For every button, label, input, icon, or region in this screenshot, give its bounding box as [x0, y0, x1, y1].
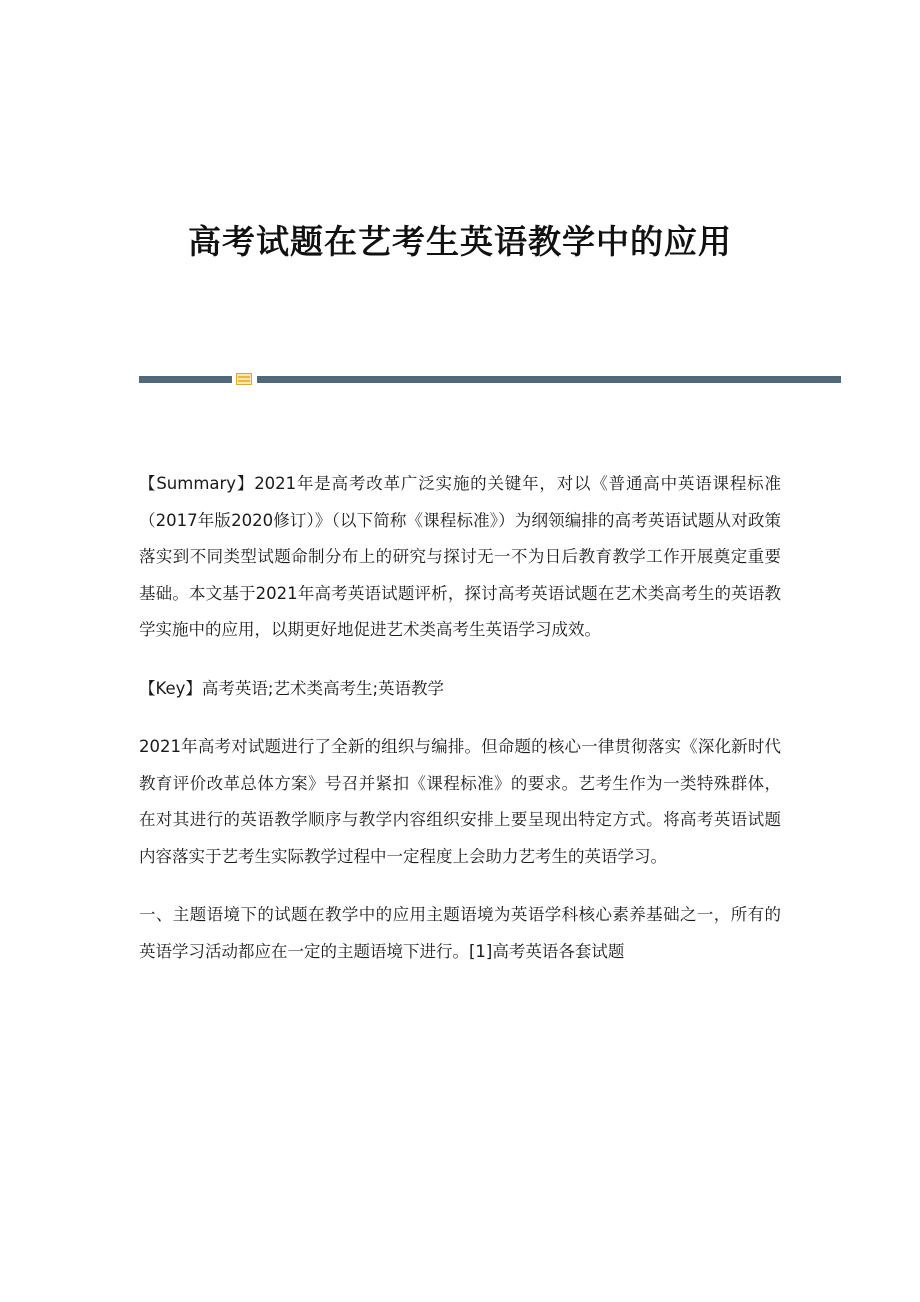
- keywords-line: [139, 671, 781, 708]
- body-paragraph-2: 一、主题语境下的试题在教学中的应用主题语境为英语学科核心素养基础之一，所有的英语学习活动都应在一定的主题语境下进行。[1]高考英语各套试题: [139, 905, 781, 961]
- divider-right-bar: [257, 376, 841, 383]
- title-divider: [139, 373, 841, 385]
- document-title: 高考试题在艺考生英语教学中的应用: [188, 222, 732, 261]
- divider-left-bar: [139, 376, 232, 383]
- article-body: [139, 466, 781, 970]
- summary-label: 【Summary】: [139, 474, 255, 493]
- key-text: 高考英语;艺术类高考生;英语教学: [201, 678, 445, 698]
- summary-paragraph: [139, 466, 781, 649]
- document-emblem-icon: [236, 373, 252, 385]
- key-label: 【Key】: [139, 678, 202, 698]
- summary-text: 2021年是高考改革广泛实施的关键年，对以《普通高中英语课程标准（2017年版2020修订）》（以下简称《课程标准》）为纲领编排的高考英语试题从对政策落实到不同类型试题命制分布上的研究与探讨无一不为日后教育教学工作开展奠定重要基础。本文基于2021年高考英语试题评析，探讨高考英语试题在艺术类高考生的英语教学实施中的应用，以期更好地促进艺术类高考生英语学习成效。: [139, 474, 781, 639]
- body-paragraph-1: 2021年高考对试题进行了全新的组织与编排。但命题的核心一律贯彻落实《深化新时代教育评价改革总体方案》号召并紧扣《课程标准》的要求。艺考生作为一类特殊群体，在对其进行的英语教学顺序与教学内容组织安排上要呈现出特定方式。将高考英语试题内容落实于艺考生实际教学过程中一定程度上会助力艺考生的英语学习。: [139, 737, 781, 866]
